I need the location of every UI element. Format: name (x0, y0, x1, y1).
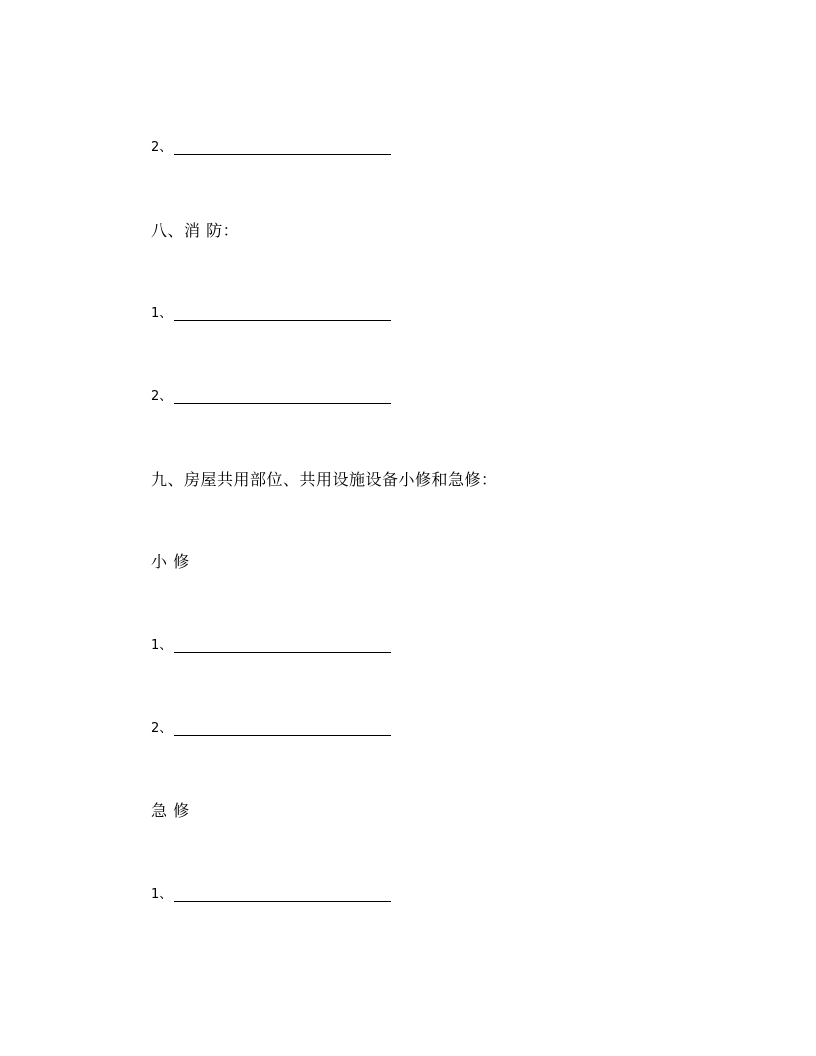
item-number: 2、 (151, 721, 173, 736)
item-number: 1、 (151, 306, 173, 321)
subheading-emergency-repair: 急 修 (151, 801, 190, 820)
fill-in-blank-line (174, 735, 391, 736)
item-number: 1、 (151, 887, 173, 902)
fill-in-blank-line (174, 154, 391, 155)
blank-item (151, 306, 391, 322)
blank-item (151, 721, 391, 737)
fill-in-blank-line (174, 901, 391, 902)
fill-in-blank-line (174, 320, 391, 321)
section-heading-fire-protection: 八、消 防： (151, 221, 240, 240)
blank-item (151, 389, 391, 405)
item-number: 1、 (151, 638, 173, 653)
item-number: 2、 (151, 140, 173, 155)
blank-item (151, 140, 391, 156)
blank-item (151, 887, 391, 903)
section-heading-repairs: 九、房屋共用部位、共用设施设备小修和急修： (151, 470, 498, 489)
fill-in-blank-line (174, 652, 391, 653)
item-number: 2、 (151, 389, 173, 404)
fill-in-blank-line (174, 403, 391, 404)
subheading-minor-repair: 小 修 (151, 552, 190, 571)
blank-item (151, 638, 391, 654)
